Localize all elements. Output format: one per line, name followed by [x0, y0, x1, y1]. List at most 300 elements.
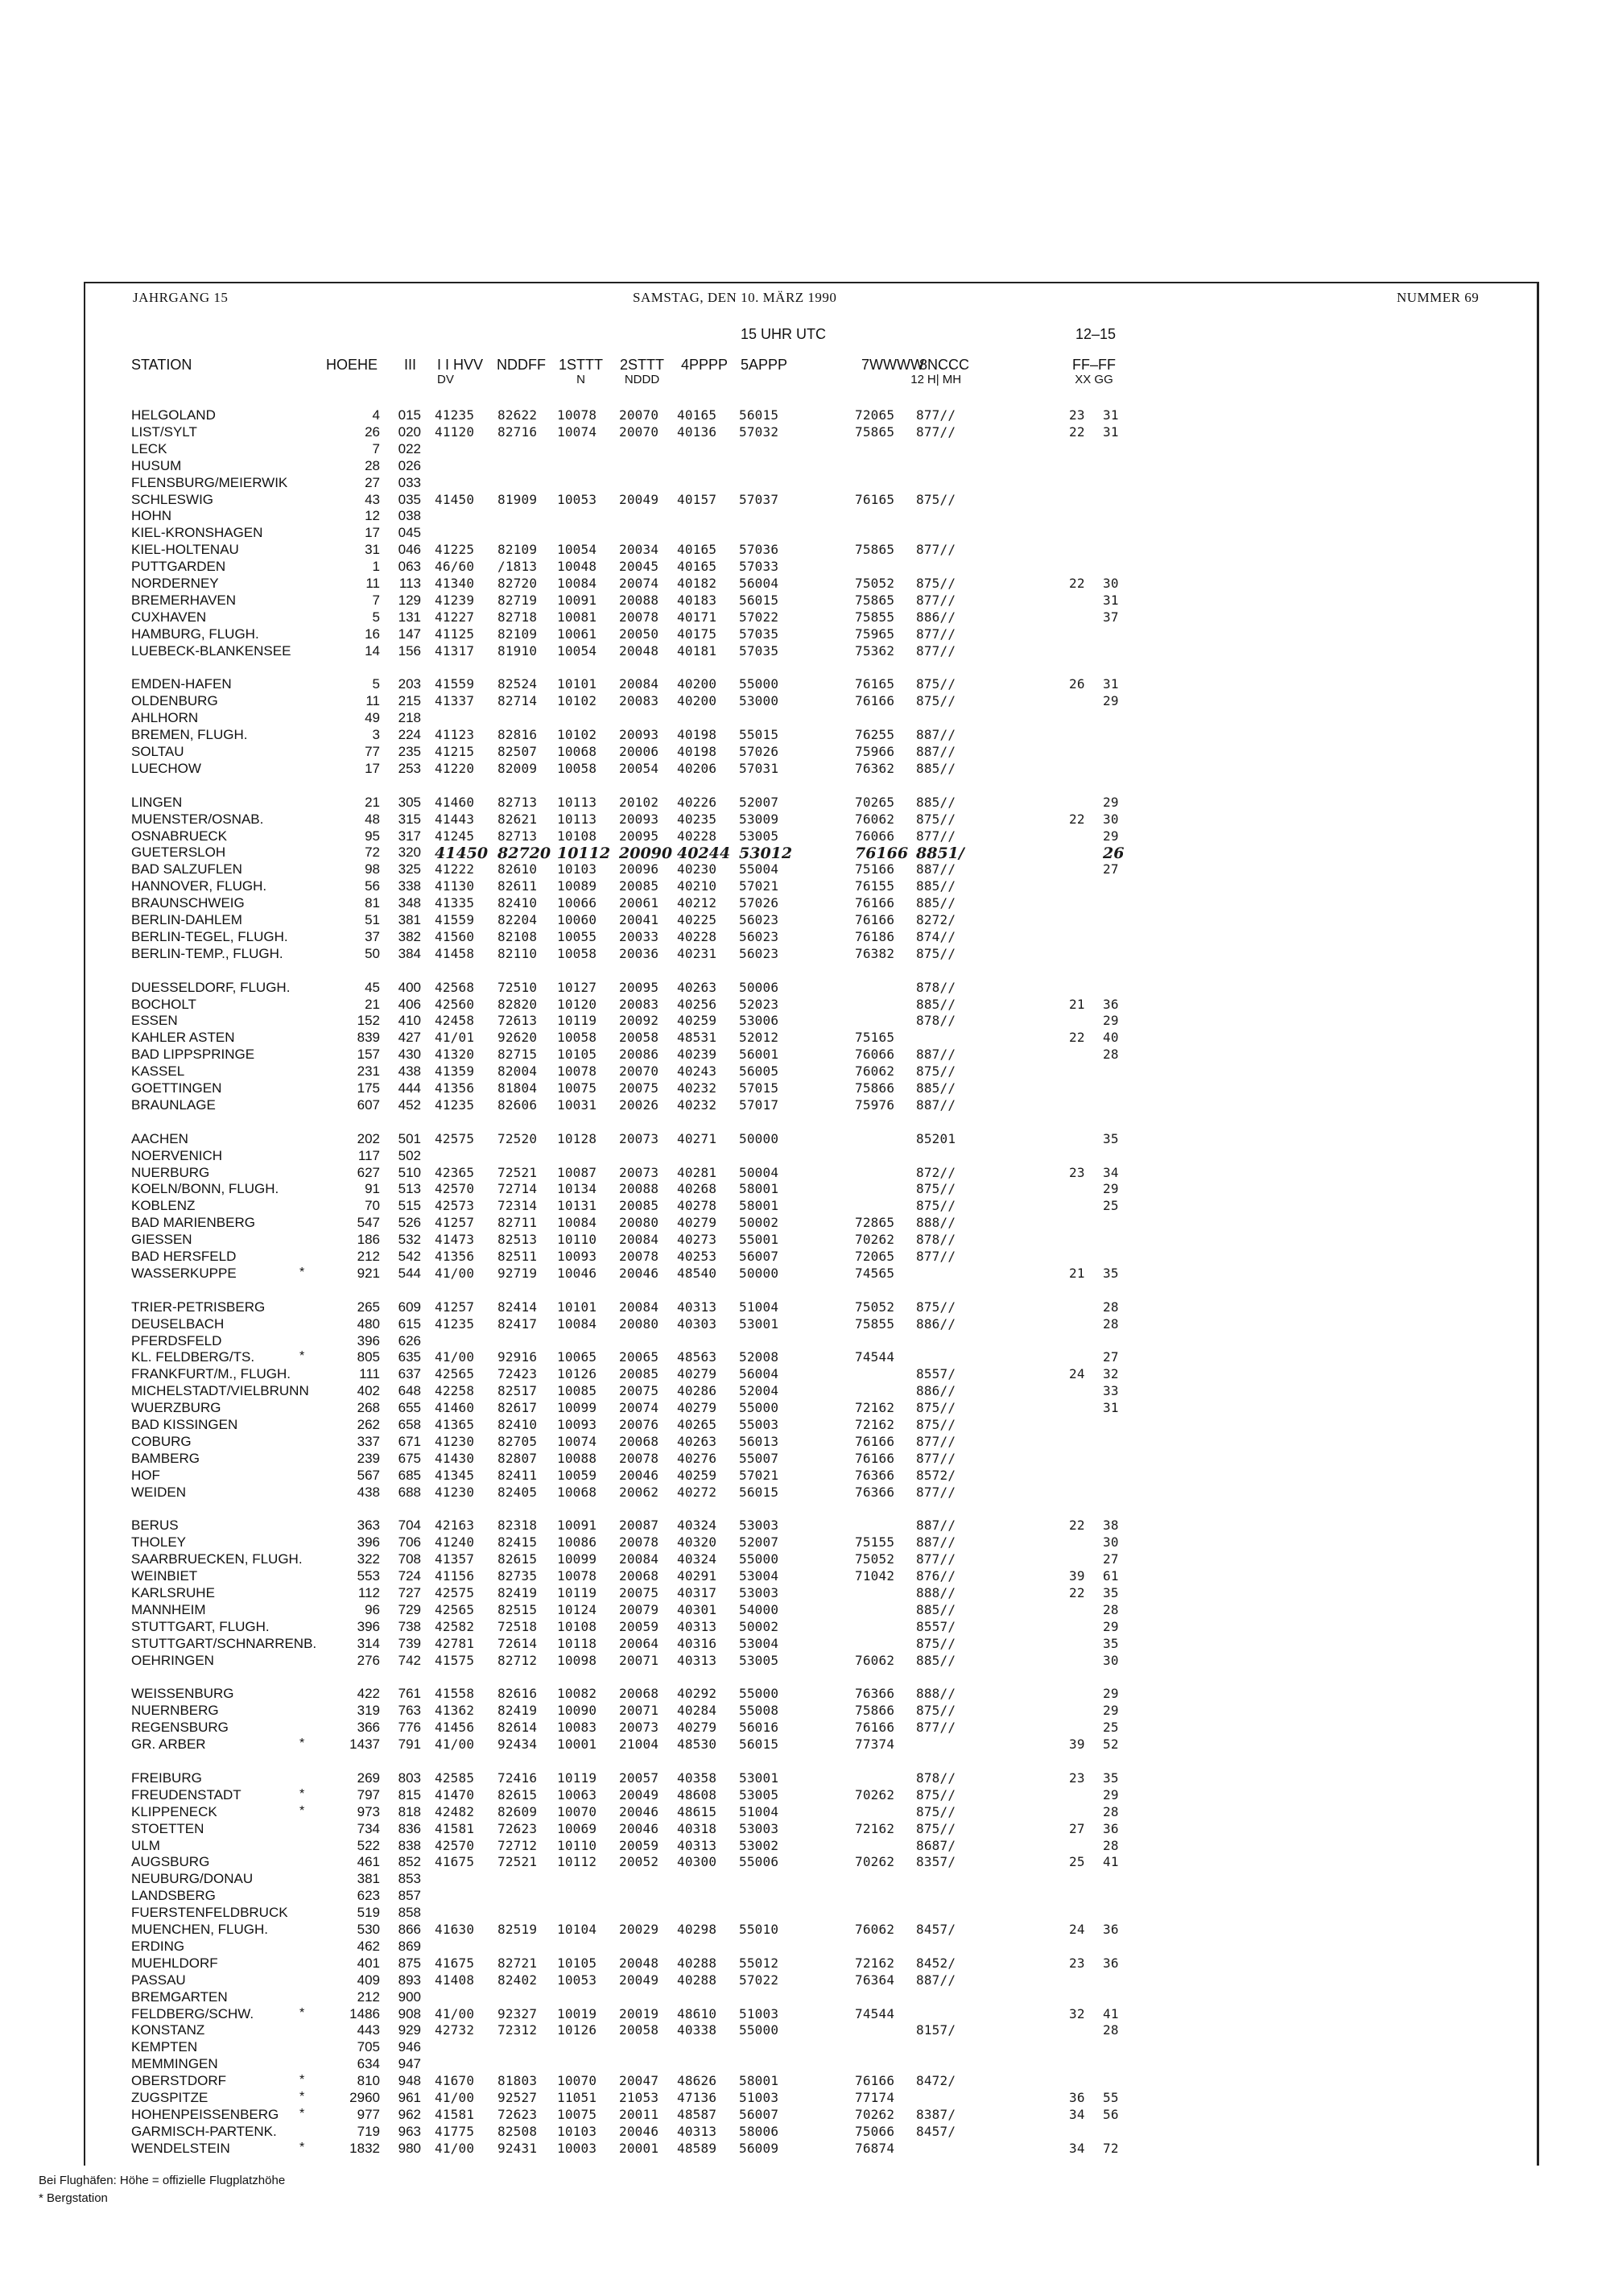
group-1sttt: 10069 — [557, 1820, 597, 1836]
group-ihvv: 41240 — [435, 1534, 475, 1551]
station-name: OEHRINGEN — [131, 1652, 214, 1668]
station-id: 045 — [398, 525, 421, 541]
group-2sttt: 20048 — [619, 642, 659, 659]
station-name: OBERSTDORF — [131, 2073, 227, 2089]
group-4pppp: 40259 — [677, 1467, 717, 1483]
group-5appp: 52012 — [739, 1030, 779, 1046]
station-altitude: 2960 — [349, 2090, 380, 2105]
group-ihvv: 41130 — [435, 878, 475, 894]
group-8nccc: 875// — [916, 1181, 956, 1197]
group-nddff: 92719 — [497, 1265, 538, 1281]
group-8nccc: 85201 — [916, 1130, 956, 1146]
group-nddff: 82615 — [497, 1786, 538, 1803]
station-name: PUTTGARDEN — [131, 559, 226, 575]
group-2sttt: 20076 — [619, 1417, 659, 1432]
station-name: PASSAU — [131, 1972, 186, 1988]
group-1sttt: 10131 — [557, 1198, 597, 1214]
group-nddff: 82110 — [497, 945, 538, 961]
station-id: 858 — [398, 1905, 421, 1921]
group-ihvv: 41560 — [435, 928, 475, 944]
group-4pppp: 40200 — [677, 676, 717, 692]
wind-ff-max: 27 — [1069, 1820, 1085, 1836]
wind-gg: 29 — [1103, 693, 1119, 709]
group-5appp: 55000 — [739, 1400, 779, 1416]
group-7wwww: 75052 — [855, 576, 895, 591]
group-7wwww: 76062 — [855, 1063, 895, 1080]
group-1sttt: 10105 — [557, 1047, 597, 1063]
mountain-station-marker: * — [299, 2073, 305, 2087]
station-name: HOHENPEISSENBERG — [131, 2106, 279, 2122]
wind-gg: 36 — [1103, 1922, 1119, 1937]
station-id: 963 — [398, 2123, 421, 2139]
table-row — [0, 1551, 1610, 1568]
mountain-station-marker: * — [299, 2106, 305, 2120]
group-1sttt: 10054 — [557, 542, 597, 558]
station-name: WEIDEN — [131, 1484, 186, 1500]
group-8nccc: 875// — [916, 1400, 956, 1416]
group-4pppp: 40279 — [677, 1720, 717, 1736]
station-name: BREMGARTEN — [131, 1988, 228, 2005]
table-row — [0, 1232, 1610, 1249]
group-7wwww: 77174 — [855, 2090, 895, 2105]
group-nddff: 82721 — [497, 1955, 538, 1971]
group-4pppp: 40232 — [677, 1080, 717, 1096]
group-2sttt: 20050 — [619, 626, 659, 642]
station-name: HOF — [131, 1467, 160, 1483]
station-id: 502 — [398, 1147, 421, 1163]
group-8nccc: 885// — [916, 794, 956, 810]
table-row — [0, 407, 1610, 424]
group-2sttt: 21004 — [619, 1736, 659, 1753]
wind-gg: 29 — [1103, 1618, 1119, 1634]
group-1sttt: 10091 — [557, 1518, 597, 1534]
wind-gg: 31 — [1103, 1400, 1119, 1416]
group-2sttt: 20049 — [619, 1972, 659, 1988]
group-1sttt: 10060 — [557, 912, 597, 927]
group-2sttt: 20087 — [619, 1518, 659, 1534]
station-name: BERLIN-DAHLEM — [131, 912, 242, 927]
group-2sttt: 20088 — [619, 1181, 659, 1197]
station-name: FREUDENSTADT — [131, 1786, 242, 1803]
station-altitude: 705 — [357, 2039, 380, 2055]
wind-gg: 35 — [1103, 1130, 1119, 1146]
group-1sttt: 10048 — [557, 559, 597, 575]
group-nddff: 72614 — [497, 1635, 538, 1651]
station-altitude: 522 — [357, 1837, 380, 1853]
group-8nccc: 877// — [916, 1551, 956, 1567]
station-name: MUENCHEN, FLUGH. — [131, 1922, 269, 1937]
table-row — [0, 1030, 1610, 1047]
group-4pppp: 40136 — [677, 423, 717, 440]
group-nddff: 82610 — [497, 861, 538, 878]
group-7wwww: 72162 — [855, 1417, 895, 1432]
group-2sttt: 20092 — [619, 1013, 659, 1029]
table-row — [0, 2056, 1610, 2073]
group-nddff: 82415 — [497, 1534, 538, 1551]
table-row — [0, 475, 1610, 492]
group-nddff: 82405 — [497, 1484, 538, 1500]
station-id: 400 — [398, 979, 421, 995]
group-5appp: 58001 — [739, 1181, 779, 1197]
station-altitude: 17 — [365, 525, 380, 541]
station-id: 501 — [398, 1130, 421, 1146]
station-altitude: 634 — [357, 2056, 380, 2072]
group-1sttt: 10068 — [557, 744, 597, 759]
group-8nccc: 887// — [916, 744, 956, 759]
station-name: NEUBURG/DONAU — [131, 1871, 254, 1887]
wind-ff-max: 22 — [1069, 811, 1085, 827]
group-2sttt: 20033 — [619, 928, 659, 944]
station-id: 215 — [398, 693, 421, 709]
station-altitude: 112 — [357, 1585, 380, 1600]
station-id: 947 — [398, 2056, 421, 2072]
group-1sttt: 10127 — [557, 979, 597, 995]
group-ihvv: 42573 — [435, 1198, 475, 1214]
table-row — [0, 1804, 1610, 1821]
group-nddff: 82410 — [497, 1417, 538, 1432]
group-5appp: 56005 — [739, 1063, 779, 1080]
station-id: 338 — [398, 878, 421, 894]
station-altitude: 567 — [357, 1467, 380, 1483]
station-id: 015 — [398, 407, 421, 423]
group-1sttt: 10119 — [557, 1769, 597, 1786]
group-1sttt: 10084 — [557, 576, 597, 591]
station-altitude: 480 — [357, 1315, 380, 1332]
station-id: 635 — [398, 1349, 421, 1365]
group-4pppp: 40235 — [677, 811, 717, 827]
wind-ff-max: 39 — [1069, 1736, 1085, 1753]
group-8nccc: 877// — [916, 1450, 956, 1466]
group-nddff: 82720 — [497, 844, 551, 863]
station-id: 609 — [398, 1299, 421, 1315]
station-name: GARMISCH-PARTENK. — [131, 2123, 277, 2139]
wind-gg: 72 — [1103, 2140, 1119, 2156]
group-nddff: 82204 — [497, 912, 538, 927]
group-1sttt: 10088 — [557, 1450, 597, 1466]
station-id: 838 — [398, 1837, 421, 1853]
group-nddff: 82712 — [497, 1652, 538, 1668]
group-8nccc: 8572/ — [916, 1467, 956, 1483]
station-id: 113 — [398, 576, 421, 591]
group-4pppp: 40313 — [677, 1618, 717, 1634]
group-7wwww: 70265 — [855, 794, 895, 810]
station-id: 320 — [398, 844, 421, 861]
group-5appp: 56023 — [739, 945, 779, 961]
group-7wwww: 76362 — [855, 760, 895, 776]
group-5appp: 57036 — [739, 542, 779, 558]
station-altitude: 212 — [357, 1988, 380, 2005]
station-altitude: 21 — [365, 996, 380, 1012]
station-altitude: 607 — [357, 1096, 380, 1113]
group-ihvv: 41/00 — [435, 2140, 475, 2156]
station-name: FUERSTENFELDBRUCK — [131, 1905, 288, 1921]
station-altitude: 461 — [357, 1854, 380, 1870]
group-nddff: 82419 — [497, 1585, 538, 1600]
group-ihvv: 41125 — [435, 626, 475, 642]
group-8nccc: 885// — [916, 1652, 956, 1668]
group-7wwww: 76382 — [855, 945, 895, 961]
group-2sttt: 20061 — [619, 895, 659, 911]
group-2sttt: 20036 — [619, 945, 659, 961]
group-2sttt: 20070 — [619, 407, 659, 423]
station-id: 729 — [398, 1601, 421, 1617]
group-1sttt: 10001 — [557, 1736, 597, 1753]
group-5appp: 57015 — [739, 1080, 779, 1096]
group-1sttt: 10070 — [557, 2073, 597, 2089]
group-ihvv: 41239 — [435, 592, 475, 608]
group-8nccc: 877// — [916, 626, 956, 642]
col-ffff: FF–FF XX GG — [1072, 357, 1116, 386]
wind-period: 12–15 — [1075, 326, 1117, 342]
table-row — [0, 1838, 1610, 1855]
table-row — [0, 912, 1610, 929]
group-7wwww: 76166 — [855, 1450, 895, 1466]
wind-gg: 41 — [1103, 1854, 1119, 1870]
group-ihvv: 41675 — [435, 1955, 475, 1971]
group-nddff: 82611 — [497, 878, 538, 894]
station-id: 961 — [398, 2090, 421, 2105]
group-ihvv: 41458 — [435, 945, 475, 961]
station-id: 658 — [398, 1417, 421, 1432]
group-4pppp: 40239 — [677, 1047, 717, 1063]
station-altitude: 3 — [372, 727, 380, 743]
station-name: GOETTINGEN — [131, 1080, 222, 1096]
station-altitude: 98 — [365, 861, 380, 878]
group-2sttt: 20102 — [619, 794, 659, 810]
wind-gg: 36 — [1103, 1820, 1119, 1836]
station-id: 675 — [398, 1450, 421, 1466]
group-4pppp: 40265 — [677, 1417, 717, 1432]
station-name: OLDENBURG — [131, 693, 218, 709]
group-ihvv: 41670 — [435, 2073, 475, 2089]
group-5appp: 52007 — [739, 1534, 779, 1551]
group-nddff: 81909 — [497, 491, 538, 507]
table-row — [0, 1080, 1610, 1097]
group-1sttt: 10059 — [557, 1467, 597, 1483]
wind-gg: 56 — [1103, 2106, 1119, 2122]
group-8nccc: 875// — [916, 1063, 956, 1080]
group-ihvv: 41317 — [435, 642, 475, 659]
group-7wwww: 74544 — [855, 2005, 895, 2021]
station-name: SCHLESWIG — [131, 491, 214, 507]
table-row — [0, 1485, 1610, 1501]
group-1sttt: 10102 — [557, 727, 597, 743]
group-nddff: 82524 — [497, 676, 538, 692]
group-2sttt: 20085 — [619, 1198, 659, 1214]
station-name: BRAUNSCHWEIG — [131, 895, 245, 911]
group-nddff: 81803 — [497, 2073, 538, 2089]
group-nddff: 82820 — [497, 996, 538, 1012]
wind-ff-max: 26 — [1069, 676, 1085, 692]
station-name: LIST/SYLT — [131, 423, 197, 440]
group-1sttt: 10075 — [557, 2106, 597, 2122]
mountain-station-marker: * — [299, 1786, 305, 1801]
group-2sttt: 20090 — [619, 844, 673, 863]
group-ihvv: 41473 — [435, 1232, 475, 1248]
group-1sttt: 10068 — [557, 1484, 597, 1500]
group-nddff: 92434 — [497, 1736, 538, 1753]
station-name: LANDSBERG — [131, 1888, 216, 1904]
table-row — [0, 1063, 1610, 1080]
table-row — [0, 1451, 1610, 1468]
group-7wwww: 76166 — [855, 895, 895, 911]
group-2sttt: 20058 — [619, 1030, 659, 1046]
group-5appp: 57035 — [739, 642, 779, 659]
group-7wwww: 76166 — [855, 693, 895, 709]
station-id: 626 — [398, 1332, 421, 1348]
table-row — [0, 1905, 1610, 1922]
group-8nccc: 875// — [916, 491, 956, 507]
group-5appp: 53003 — [739, 1820, 779, 1836]
group-5appp: 55000 — [739, 2022, 779, 2038]
group-nddff: 81910 — [497, 642, 538, 659]
group-ihvv: 41230 — [435, 1484, 475, 1500]
group-ihvv: 42365 — [435, 1164, 475, 1180]
station-altitude: 462 — [357, 1938, 380, 1954]
table-row — [0, 1720, 1610, 1736]
station-altitude: 319 — [357, 1703, 380, 1719]
group-5appp: 50006 — [739, 979, 779, 995]
group-ihvv: 41775 — [435, 2123, 475, 2139]
group-1sttt: 10003 — [557, 2140, 597, 2156]
mountain-station-marker: * — [299, 1349, 305, 1364]
wind-gg: 28 — [1103, 1047, 1119, 1063]
station-id: 513 — [398, 1181, 421, 1197]
group-2sttt: 20057 — [619, 1769, 659, 1786]
station-altitude: 11 — [365, 693, 380, 709]
table-row — [0, 643, 1610, 660]
group-2sttt: 20073 — [619, 1164, 659, 1180]
group-ihvv: 42565 — [435, 1601, 475, 1617]
group-7wwww: 76366 — [855, 1484, 895, 1500]
group-2sttt: 20093 — [619, 811, 659, 827]
station-name: REGENSBURG — [131, 1720, 229, 1736]
group-4pppp: 40226 — [677, 794, 717, 810]
wind-ff-max: 39 — [1069, 1568, 1085, 1584]
group-ihvv: 41/00 — [435, 2005, 475, 2021]
group-7wwww: 76166 — [855, 1433, 895, 1449]
group-7wwww: 75976 — [855, 1096, 895, 1113]
station-altitude: 16 — [365, 626, 380, 642]
group-7wwww: 76366 — [855, 1686, 895, 1702]
group-8nccc: 885// — [916, 996, 956, 1012]
group-2sttt: 20086 — [619, 1047, 659, 1063]
group-1sttt: 10110 — [557, 1837, 597, 1853]
group-8nccc: 885// — [916, 1080, 956, 1096]
station-altitude: 91 — [365, 1181, 380, 1197]
group-7wwww: 70262 — [855, 2106, 895, 2122]
station-name: KEMPTEN — [131, 2039, 198, 2055]
group-5appp: 58006 — [739, 2123, 779, 2139]
table-row — [0, 1097, 1610, 1114]
group-ihvv: 42258 — [435, 1383, 475, 1399]
group-5appp: 56004 — [739, 1366, 779, 1382]
station-name: EMDEN-HAFEN — [131, 676, 232, 692]
group-ihvv: 42568 — [435, 979, 475, 995]
group-ihvv: 41257 — [435, 1215, 475, 1231]
station-name: STOETTEN — [131, 1820, 204, 1836]
group-4pppp: 40165 — [677, 559, 717, 575]
station-name: NUERBURG — [131, 1164, 210, 1180]
group-7wwww: 74565 — [855, 1265, 895, 1281]
group-8nccc: 877// — [916, 642, 956, 659]
station-id: 515 — [398, 1198, 421, 1214]
station-name: KARLSRUHE — [131, 1585, 215, 1600]
wind-gg: 35 — [1103, 1769, 1119, 1786]
station-altitude: 1832 — [349, 2140, 380, 2156]
wind-gg: 28 — [1103, 1837, 1119, 1853]
group-nddff: 72623 — [497, 2106, 538, 2122]
station-name: KONSTANZ — [131, 2022, 205, 2038]
station-altitude: 17 — [365, 760, 380, 776]
station-altitude: 51 — [365, 912, 380, 927]
station-name: MUEHLDORF — [131, 1955, 218, 1971]
group-2sttt: 20068 — [619, 1686, 659, 1702]
group-2sttt: 20034 — [619, 542, 659, 558]
group-nddff: 82508 — [497, 2123, 538, 2139]
col-station: STATION — [131, 357, 192, 373]
station-altitude: 12 — [365, 508, 380, 524]
wind-gg: 26 — [1103, 844, 1125, 863]
group-5appp: 52008 — [739, 1349, 779, 1365]
wind-ff-max: 23 — [1069, 1955, 1085, 1971]
wind-gg: 30 — [1103, 1534, 1119, 1551]
group-8nccc: 887// — [916, 1972, 956, 1988]
station-id: 203 — [398, 676, 421, 692]
group-ihvv: 46/60 — [435, 559, 475, 575]
group-8nccc: 887// — [916, 1047, 956, 1063]
group-5appp: 55000 — [739, 1551, 779, 1567]
group-2sttt: 20074 — [619, 576, 659, 591]
group-2sttt: 20064 — [619, 1635, 659, 1651]
group-1sttt: 10074 — [557, 1433, 597, 1449]
group-5appp: 53001 — [739, 1315, 779, 1332]
group-7wwww: 75866 — [855, 1703, 895, 1719]
wind-gg: 55 — [1103, 2090, 1119, 2105]
group-5appp: 50002 — [739, 1618, 779, 1634]
group-1sttt: 10112 — [557, 844, 611, 863]
station-name: WEISSENBURG — [131, 1686, 234, 1702]
station-altitude: 530 — [357, 1922, 380, 1937]
group-nddff: /1813 — [497, 559, 538, 575]
group-2sttt: 20058 — [619, 2022, 659, 2038]
station-name: MUENSTER/OSNAB. — [131, 811, 264, 827]
station-name: AACHEN — [131, 1130, 188, 1146]
station-altitude: 202 — [357, 1130, 380, 1146]
station-altitude: 43 — [365, 491, 380, 507]
group-4pppp: 40256 — [677, 996, 717, 1012]
station-altitude: 623 — [357, 1888, 380, 1904]
group-ihvv: 41230 — [435, 1433, 475, 1449]
group-7wwww: 76166 — [855, 2073, 895, 2089]
station-name: NORDERNEY — [131, 576, 219, 591]
station-name: LUECHOW — [131, 760, 201, 776]
station-id: 544 — [398, 1265, 421, 1281]
group-nddff: 82715 — [497, 1047, 538, 1063]
group-1sttt: 10078 — [557, 1063, 597, 1080]
station-altitude: 231 — [357, 1063, 380, 1080]
group-ihvv: 42575 — [435, 1585, 475, 1600]
table-row — [0, 2073, 1610, 2090]
group-4pppp: 40358 — [677, 1769, 717, 1786]
group-ihvv: 41581 — [435, 2106, 475, 2122]
group-4pppp: 40230 — [677, 861, 717, 878]
station-altitude: 56 — [365, 878, 380, 894]
table-row — [0, 878, 1610, 895]
group-nddff: 72521 — [497, 1854, 538, 1870]
table-row — [0, 1736, 1610, 1753]
group-nddff: 82617 — [497, 1400, 538, 1416]
